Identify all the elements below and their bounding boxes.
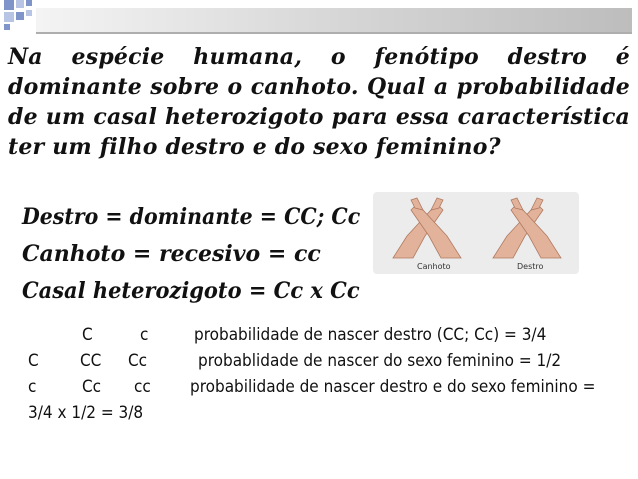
header-divider [36,32,632,34]
punnett-cell: Cc [82,377,102,397]
punnett-cell: CC [80,351,102,371]
hands-illustration [373,192,579,274]
final-result: 3/4 x 1/2 = 3/8 [28,403,144,423]
header-gradient-bar [36,8,632,32]
punnett-row-label: c [28,377,37,397]
definition-canhoto: Canhoto = recesivo = cc [22,241,321,267]
punnett-header-2: c [140,325,149,345]
caption-canhoto: Canhoto [417,262,451,271]
question-text: Na espécie humana, o fenótipo destro é dominante sobre o canhoto. Qual a probabilidade de um casal heterozigoto para essa característica ter um filho destro e do sexo feminino? [8,44,630,160]
probability-combined: probabilidade de nascer destro e do sexo feminino = [190,377,596,397]
definition-destro: Destro = dominante = CC; Cc [22,204,361,230]
punnett-row-label: C [28,351,39,371]
crossed-hands-icon [373,192,579,274]
caption-destro: Destro [517,262,544,271]
probability-feminino: probablidade de nascer do sexo feminino = 1/2 [198,351,562,371]
punnett-header-1: C [82,325,93,345]
probability-destro: probabilidade de nascer destro (CC; Cc) = 3/4 [194,325,547,345]
punnett-cell: Cc [128,351,148,371]
definition-casal: Casal heterozigoto = Cc x Cc [22,278,360,304]
punnett-cell: cc [134,377,151,397]
